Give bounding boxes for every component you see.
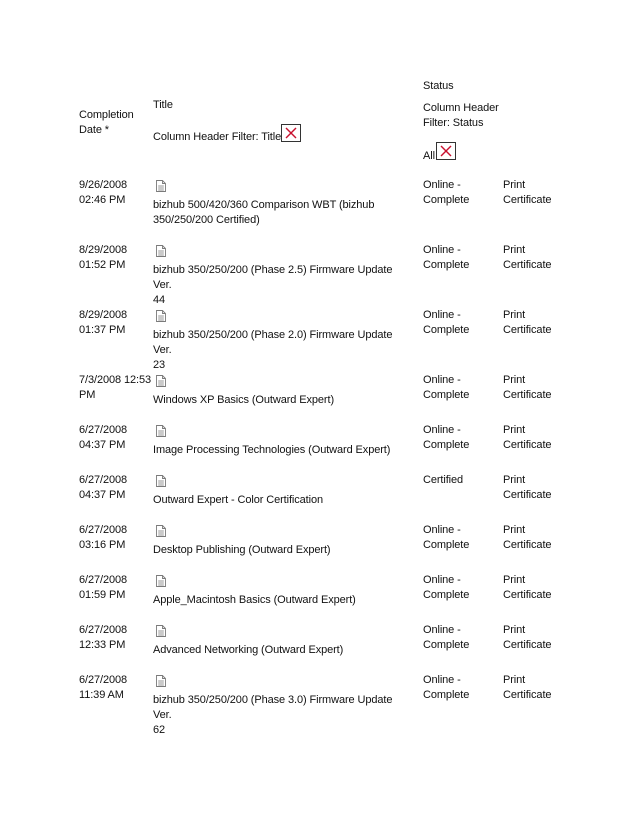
- completion-date: 6/27/2008 03:16 PM: [79, 524, 128, 551]
- course-title[interactable]: Apple_Macintosh Basics (Outward Expert): [153, 594, 356, 606]
- print-certificate-link[interactable]: Print Certificate: [503, 624, 552, 651]
- status-filter-label: Column Header Filter: Status: [423, 102, 499, 129]
- table-row: [0, 243, 638, 306]
- completion-date: 8/29/2008 01:52 PM: [79, 244, 128, 271]
- print-certificate-link[interactable]: Print Certificate: [503, 674, 552, 701]
- close-icon: [440, 145, 452, 157]
- completion-date: 6/27/2008 01:59 PM: [79, 574, 128, 601]
- print-certificate-link[interactable]: Print Certificate: [503, 474, 552, 501]
- course-title[interactable]: Image Processing Technologies (Outward Expert): [153, 444, 391, 456]
- course-title[interactable]: bizhub 350/250/200 (Phase 3.0) Firmware Update Ver. 62: [153, 694, 393, 736]
- header-title[interactable]: Title: [153, 99, 173, 111]
- completion-date: 6/27/2008 11:39 AM: [79, 674, 128, 701]
- completion-date: 6/27/2008 04:37 PM: [79, 474, 128, 501]
- completion-date: 7/3/2008 12:53 PM: [79, 374, 152, 401]
- document-icon[interactable]: [156, 625, 166, 637]
- course-title[interactable]: bizhub 500/420/360 Comparison WBT (bizhub 350/250/200 Certified): [153, 199, 375, 226]
- status-text: Online - Complete: [423, 624, 470, 651]
- close-icon: [285, 127, 297, 139]
- document-icon[interactable]: [156, 525, 166, 537]
- status-text: Online - Complete: [423, 179, 470, 206]
- status-filter-value[interactable]: All: [423, 150, 435, 162]
- print-certificate-link[interactable]: Print Certificate: [503, 424, 552, 451]
- status-text: Online - Complete: [423, 424, 470, 451]
- course-title[interactable]: Windows XP Basics (Outward Expert): [153, 394, 335, 406]
- document-icon[interactable]: [156, 425, 166, 437]
- document-icon[interactable]: [156, 375, 166, 387]
- table-row: [0, 308, 638, 371]
- header-status[interactable]: Status: [423, 80, 454, 92]
- print-certificate-link[interactable]: Print Certificate: [503, 574, 552, 601]
- completion-date: 8/29/2008 01:37 PM: [79, 309, 128, 336]
- status-text: Online - Complete: [423, 674, 470, 701]
- document-icon[interactable]: [156, 475, 166, 487]
- status-text: Online - Complete: [423, 524, 470, 551]
- title-filter-button[interactable]: [281, 124, 301, 142]
- status-text: Online - Complete: [423, 574, 470, 601]
- title-filter-label: Column Header Filter: Title: [153, 131, 282, 143]
- course-title[interactable]: bizhub 350/250/200 (Phase 2.5) Firmware Update Ver. 44: [153, 264, 393, 306]
- header-completion-date[interactable]: Completion Date *: [79, 109, 134, 136]
- print-certificate-link[interactable]: Print Certificate: [503, 374, 552, 401]
- course-title[interactable]: Outward Expert - Color Certification: [153, 494, 324, 506]
- print-certificate-link[interactable]: Print Certificate: [503, 309, 552, 336]
- print-certificate-link[interactable]: Print Certificate: [503, 524, 552, 551]
- table-row: [0, 178, 638, 238]
- status-text: Online - Complete: [423, 309, 470, 336]
- completion-date: 6/27/2008 12:33 PM: [79, 624, 128, 651]
- completion-date: 6/27/2008 04:37 PM: [79, 424, 128, 451]
- course-title[interactable]: Desktop Publishing (Outward Expert): [153, 544, 331, 556]
- completion-date: 9/26/2008 02:46 PM: [79, 179, 128, 206]
- course-title[interactable]: Advanced Networking (Outward Expert): [153, 644, 344, 656]
- document-icon[interactable]: [156, 575, 166, 587]
- document-icon[interactable]: [156, 180, 166, 192]
- document-icon[interactable]: [156, 245, 166, 257]
- document-icon[interactable]: [156, 310, 166, 322]
- course-title[interactable]: bizhub 350/250/200 (Phase 2.0) Firmware Update Ver. 23: [153, 329, 393, 371]
- print-certificate-link[interactable]: Print Certificate: [503, 179, 552, 206]
- status-text: Certified: [423, 474, 464, 486]
- table-row: [0, 673, 638, 736]
- document-icon[interactable]: [156, 675, 166, 687]
- status-filter-button[interactable]: [436, 142, 456, 160]
- print-certificate-link[interactable]: Print Certificate: [503, 244, 552, 271]
- status-text: Online - Complete: [423, 374, 470, 401]
- status-text: Online - Complete: [423, 244, 470, 271]
